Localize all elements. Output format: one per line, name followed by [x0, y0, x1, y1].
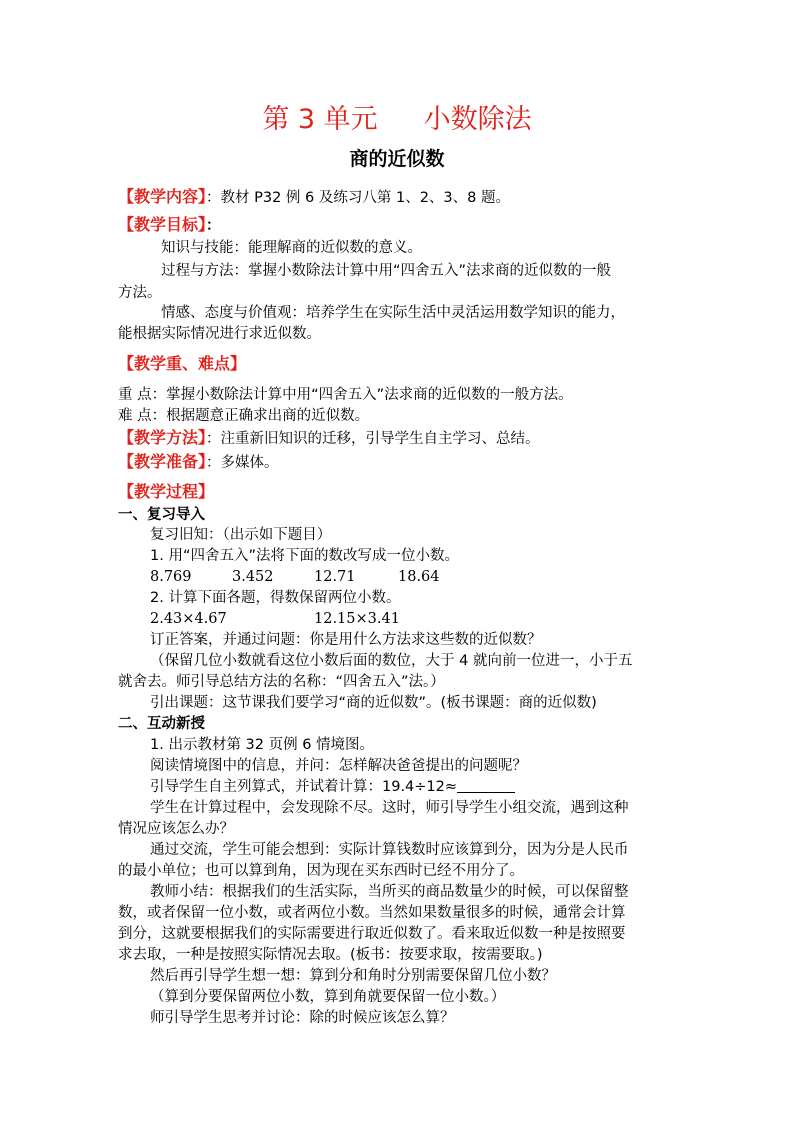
part2-think-answer: （算到分要保留两位小数，算到角就要保留一位小数。）: [150, 989, 506, 1005]
content-row: [118, 187, 510, 208]
prep-text: ：多媒体。: [206, 455, 279, 471]
method-text: ：注重新旧知识的迁移，引导学生自主学习、总结。: [206, 431, 540, 447]
prep-label: 【教学准备】: [118, 452, 207, 471]
part1-heading: 一、复习导入: [118, 507, 205, 523]
lesson-title: 商的近似数: [349, 148, 445, 170]
part1-rule-b: 就舍去。师引导总结方法的名称：“四舍五入”法。）: [118, 674, 445, 690]
part2-summary-d: 求去取，一种是按照实际情况去取。(板书：按要求取，按需要取。): [118, 947, 543, 963]
goal-process-b: 方法。: [118, 285, 162, 301]
key-row: [118, 354, 246, 375]
part2-step-1: 1. 出示教材第 32 页例 6 情境图。: [150, 737, 375, 753]
part2-formula: 引导学生自主列算式，并试着计算：19.4÷12≈: [150, 779, 458, 795]
process-label: 【教学过程】: [118, 482, 215, 501]
part1-rule-a: （保留几位小数就看这位小数后面的数位，大于 4 就向前一位进一，小于五: [150, 653, 633, 669]
part1-review: 复习旧知：（出示如下题目）: [150, 527, 332, 543]
unit-title: [0, 104, 794, 136]
part2-summary-a: 教师小结：根据我们的生活实际，当所买的商品数量少的时候，可以保留整: [150, 884, 629, 900]
part1-question-1: 1. 用“四舍五入”法将下面的数改写成一位小数。: [150, 548, 459, 564]
unit-number: 第 3 单元: [262, 104, 378, 135]
part1-expr-a: 2.43×4.67: [150, 611, 227, 627]
goal-process-a: 过程与方法：掌握小数除法计算中用“四舍五入”法求商的近似数的一般: [161, 263, 612, 279]
difficult-point: 难 点：根据题意正确求出商的近似数。: [118, 408, 370, 424]
part2-exchange-b: 的最小单位；也可以算到角，因为现在买东西时已经不用分了。: [118, 863, 524, 879]
key-label: 【教学重、难点】: [118, 354, 247, 373]
part2-discuss-a: 学生在计算过程中，会发现除不尽。这时，师引导学生小组交流，遇到这种: [150, 800, 629, 816]
goals-colon: ：: [206, 218, 221, 234]
part1-correction: 订正答案，并通过问题：你是用什么方法求这些数的近似数？: [150, 632, 542, 648]
part2-exchange-a: 通过交流，学生可能会想到：实际计算钱数时应该算到分，因为分是人民币: [150, 842, 629, 858]
part1-number-2: 3.452: [232, 569, 274, 585]
part2-heading: 二、互动新授: [118, 716, 205, 732]
goals-label: 【教学目标】: [118, 215, 207, 234]
part1-number-1: 8.769: [150, 569, 192, 585]
goal-knowledge: 知识与技能：能理解商的近似数的意义。: [161, 240, 422, 256]
part2-read: 阅读情境图中的信息，并问：怎样解决爸爸提出的问题呢？: [150, 758, 527, 774]
part2-formula-row: [150, 777, 515, 797]
part1-intro-topic: 引出课题：这节课我们要学习“商的近似数”。(板书课题：商的近似数): [150, 695, 597, 711]
content-label: 【教学内容】: [118, 187, 207, 206]
process-row: [118, 482, 214, 503]
part2-summary-b: 数，或者保留一位小数，或者两位小数。当然如果数量很多的时候，通常会计算: [118, 905, 626, 921]
goal-attitude-a: 情感、态度与价值观：培养学生在实际生活中灵活运用数学知识的能力，: [161, 305, 625, 321]
key-point: 重 点：掌握小数除法计算中用“四舍五入”法求商的近似数的一般方法。: [118, 387, 573, 403]
unit-topic: 小数除法: [423, 104, 532, 135]
part1-number-3: 12.71: [314, 569, 356, 585]
answer-blank: [457, 778, 515, 793]
part2-discuss-b: 情况应该怎么办？: [118, 821, 234, 837]
part2-guide: 师引导学生思考并讨论：除的时候应该怎么算？: [150, 1010, 455, 1026]
part1-number-4: 18.64: [398, 569, 440, 585]
part2-think: 然后再引导学生想一想：算到分和角时分别需要保留几位小数？: [150, 968, 556, 984]
content-text: ：教材 P32 例 6 及练习八第 1、2、3、8 题。: [206, 190, 510, 206]
prep-row: [118, 452, 279, 473]
method-row: [118, 428, 540, 449]
part1-expr-b: 12.15×3.41: [314, 611, 400, 627]
goals-row: [118, 215, 221, 236]
part1-question-2: 2. 计算下面各题，得数保留两位小数。: [150, 590, 401, 606]
goal-attitude-b: 能根据实际情况进行求近似数。: [118, 326, 321, 342]
method-label: 【教学方法】: [118, 428, 207, 447]
part2-summary-c: 到分，这就要根据我们的实际需要进行取近似数了。看来取近似数一种是按照要: [118, 926, 626, 942]
